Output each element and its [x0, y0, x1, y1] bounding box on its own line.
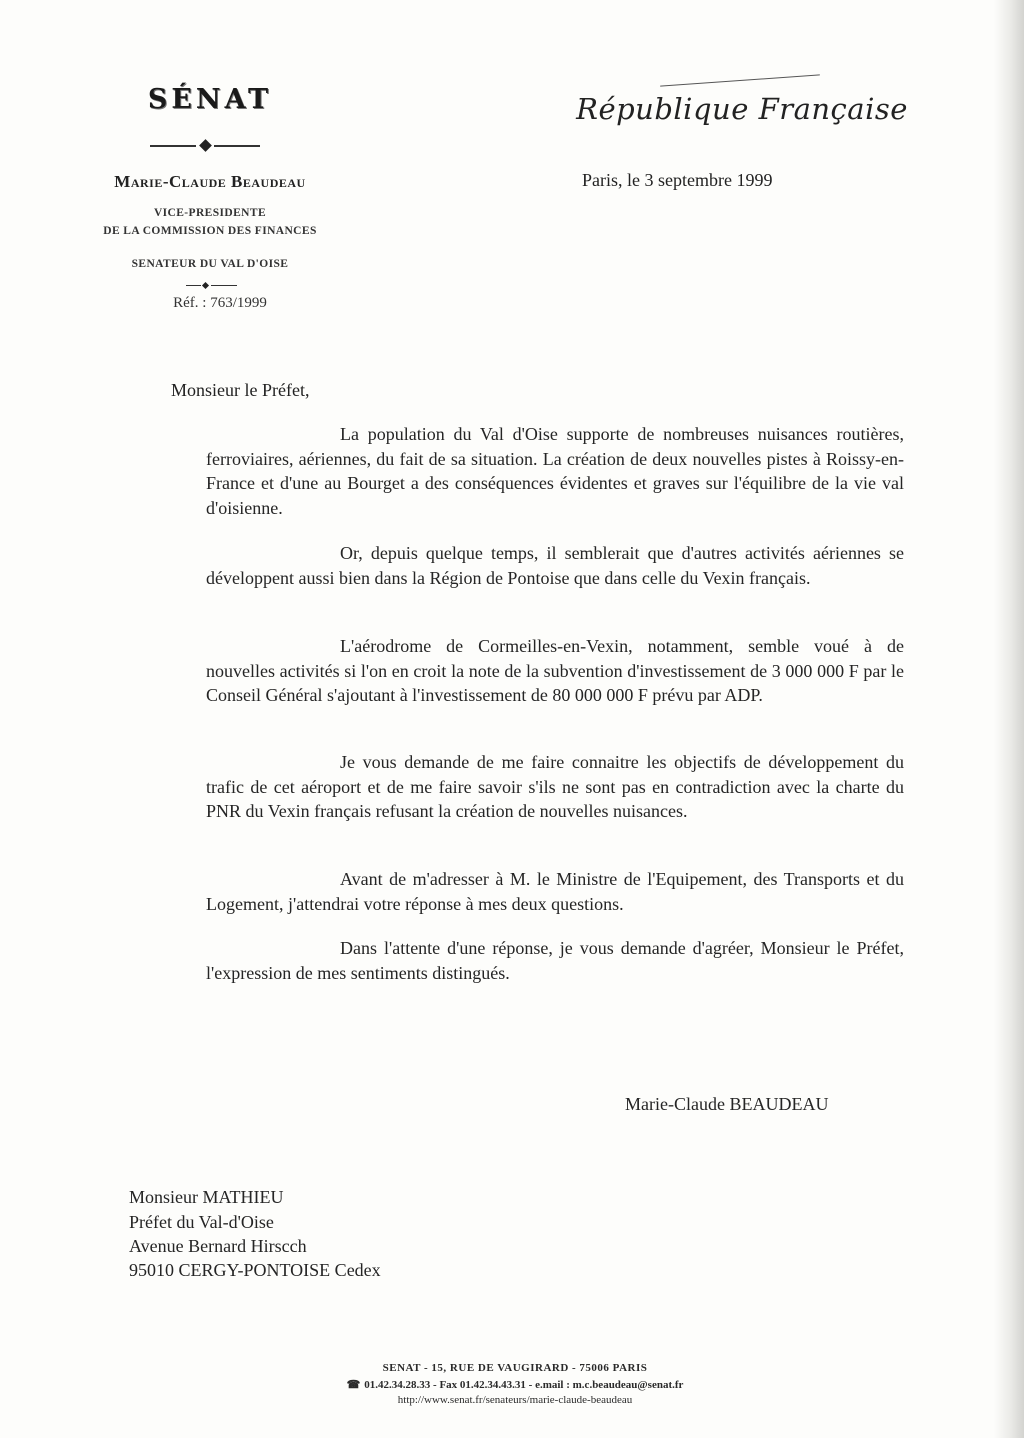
footer-contact-line [270, 1378, 760, 1391]
recipient-title: Préfet du Val-d'Oise [129, 1212, 274, 1232]
paragraph-1: La population du Val d'Oise supporte de nombreuses nuisances routières, ferroviaires, aériennes, du fait de sa situation. La création de deux nouvelles pistes à Roissy-en-France et d'une au Bourget a des conséquences évidentes et graves sur l'équilibre de la vie val d'oisienne. [206, 424, 904, 518]
sender-role-line-1: VICE-PRESIDENTE [153, 207, 267, 219]
sender-name: Marie-Claude Beaudeau [114, 172, 306, 191]
recipient-name: Monsieur MATHIEU [129, 1187, 284, 1207]
paragraph-4: Je vous demande de me faire connaitre les objectifs de développement du trafic de cet aéroport et de me faire savoir s'ils ne sont pas en contradiction avec la charte du PNR du Vexin français refusant la création de nouvelles nuisances. [206, 752, 904, 821]
signature: Marie-Claude BEAUDEAU [625, 1094, 829, 1114]
republique-flourish [660, 74, 820, 86]
small-diamond-ornament-icon [202, 282, 209, 289]
senat-logo: SÉNAT [147, 84, 273, 115]
diamond-ornament-icon [199, 139, 212, 152]
paragraph-3: L'aérodrome de Cormeilles-en-Vexin, notamment, semble voué à de nouvelles activités si l'on en croit la note de la subvention d'investissement de 3 000 000 F par le Conseil Général s'ajoutant à l'investissement de 80 000 000 F prévu par ADP. [206, 636, 904, 705]
footer-url: http://www.senat.fr/senateurs/marie-claude-beaudeau [397, 1394, 633, 1406]
paragraph-2: Or, depuis quelque temps, il semblerait que d'autres activités aériennes se développent aussi bien dans la Région de Pontoise que dans celle du Vexin français. [206, 543, 904, 588]
footer-contact: 01.42.34.28.33 - Fax 01.42.34.43.31 - e.mail : m.c.beaudeau@senat.fr [364, 1379, 684, 1391]
telephone-icon: ☎ [346, 1379, 361, 1391]
letter-date: Paris, le 3 septembre 1999 [582, 170, 773, 190]
paragraph-6: Dans l'attente d'une réponse, je vous demande d'agréer, Monsieur le Préfet, l'expression de mes sentiments distingués. [206, 938, 904, 983]
sender-role-line-3: SENATEUR DU VAL D'OISE [131, 258, 289, 270]
scan-edge-shadow [994, 0, 1024, 1438]
republique-francaise-heading: République Française [576, 92, 908, 126]
salutation: Monsieur le Préfet, [171, 380, 310, 400]
paragraph-5: Avant de m'adresser à M. le Ministre de l'Equipement, des Transports et du Logement, j'attendrai votre réponse à mes deux questions. [206, 869, 904, 914]
recipient-city: 95010 CERGY-PONTOISE Cedex [129, 1260, 381, 1280]
reference-number: Réf. : 763/1999 [173, 295, 267, 311]
sender-role-line-2: DE LA COMMISSION DES FINANCES [103, 225, 317, 237]
recipient-street: Avenue Bernard Hirscch [129, 1236, 307, 1256]
footer-address: SENAT - 15, RUE DE VAUGIRARD - 75006 PARIS [382, 1362, 648, 1374]
